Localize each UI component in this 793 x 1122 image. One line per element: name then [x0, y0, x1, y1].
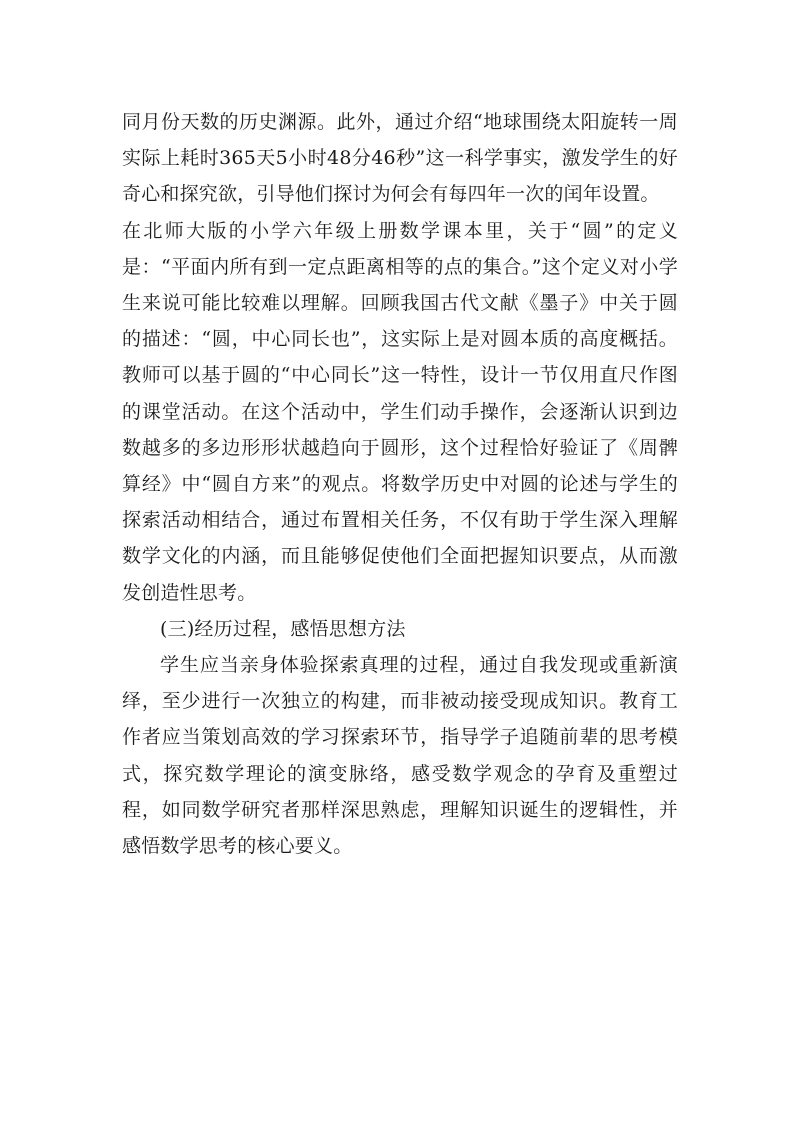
paragraph-closing: 学生应当亲身体验探索真理的过程，通过自我发现或重新演绎，至少进行一次独立的构建，而非被动接受现成知识。教育工作者应当策划高效的学习探索环节，指导学子追随前辈的思考模式，探究数学理论的演变脉络，感受数学观念的孕育及重塑过程，如同数学研究者那样深思熟虑，理解知识诞生的逻辑性，并感悟数学思考的核心要义。	[122, 654, 678, 858]
paragraph-circle-definition: 在北师大版的小学六年级上册数学课本里，关于“圆”的定义是：“平面内所有到一定点距离相等的点的集合。”这个定义对小学生来说可能比较难以理解。回顾我国古代文献《墨子》中关于圆的描述：“圆，中心同长也”，这实际上是对圆本质的高度概括。教师可以基于圆的“中心同长”这一特性，设计一节仅用直尺作图的课堂活动。在这个活动中，学生们动手操作，会逐渐认识到边数越多的多边形形状越趋向于圆形，这个过程恰好验证了《周髀算经》中“圆自方来”的观点。将数学历史中对圆的论述与学生的探索活动相结合，通过布置相关任务，不仅有助于学生深入理解数学文化的内涵，而且能够促使他们全面把握知识要点，从而激发创造性思考。	[122, 219, 678, 604]
section-heading: (三)经历过程，感悟思想方法	[160, 617, 406, 640]
body-text	[122, 104, 678, 864]
paragraph-continuation: 同月份天数的历史渊源。此外，通过介绍“地球围绕太阳旋转一周实际上耗时365天5小时48分46秒”这一科学事实，激发学生的好奇心和探究欲，引导他们探讨为何会有每四年一次的闰年设置。	[122, 111, 678, 206]
